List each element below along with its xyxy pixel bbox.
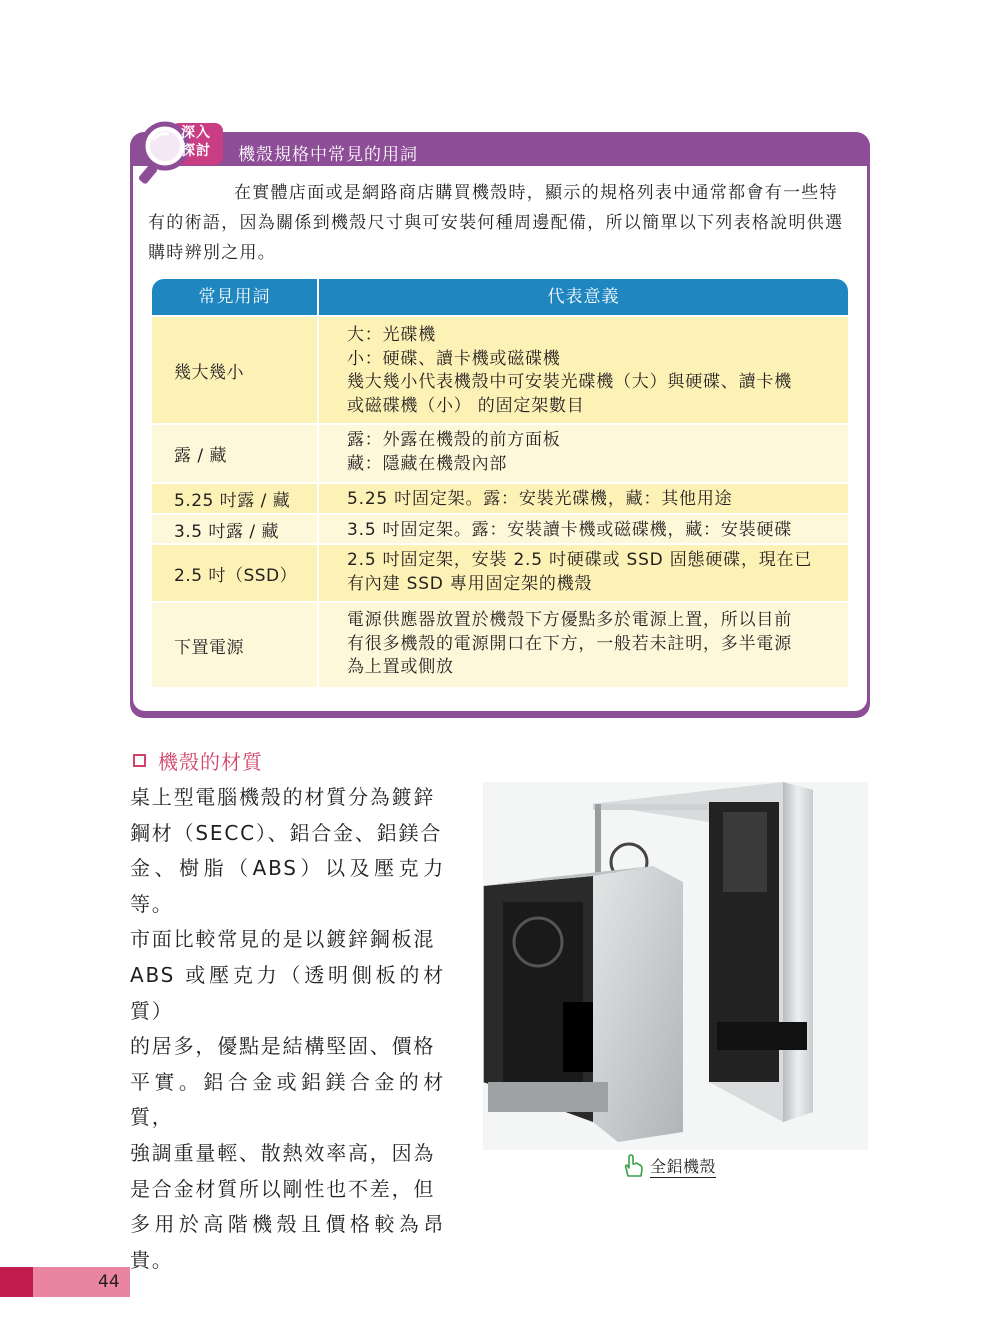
badge-line-2: 探討 <box>181 143 211 159</box>
sidebar-title: 機殼規格中常見的用詞 <box>238 145 418 165</box>
term-cell: 幾大幾小 <box>174 362 244 383</box>
caption-text: 全鋁機殼 <box>650 1154 716 1178</box>
section-heading-text: 機殼的材質 <box>158 750 263 774</box>
table-row <box>152 315 848 423</box>
intro-line: 在實體店面或是網路商店購買機殼時，顯示的規格列表中通常都會有一些特 <box>234 183 838 203</box>
intro-line: 有的術語，因為關係到機殼尺寸與可安裝何種周邊配備，所以簡單以下列表格說明供選 <box>148 213 844 233</box>
meaning-cell: 2.5 吋固定架，安裝 2.5 吋硬碟或 SSD 固態硬碟，現在已 有內建 SSD 專用固定架的機殼 <box>347 550 813 594</box>
term-cell: 5.25 吋露 / 藏 <box>174 491 291 511</box>
meaning-cell: 露：外露在機殼的前方面板 藏：隱藏在機殼內部 <box>347 430 561 474</box>
terms-table <box>152 279 848 687</box>
term-cell: 露 / 藏 <box>174 446 228 466</box>
sidebar-badge <box>174 124 218 160</box>
meaning-cell: 大：光碟機 小：硬碟、讀卡機或磁碟機 幾大幾小代表機殼中可安裝光碟機（大）與硬碟、讀卡機 或磁碟機（小） 的固定架數目 <box>347 325 792 416</box>
meaning-cell: 3.5 吋固定架。露：安裝讀卡機或磁碟機，藏：安裝硬碟 <box>347 520 793 540</box>
table-row <box>152 423 848 482</box>
table-header <box>152 279 848 315</box>
footer-accent <box>0 1267 33 1297</box>
header-meaning: 代表意義 <box>319 279 848 315</box>
badge-line-1: 深入 <box>181 125 211 141</box>
intro-line: 購時辨別之用。 <box>148 243 277 263</box>
term-cell: 2.5 吋（SSD） <box>174 565 298 586</box>
section-body: 桌上型電腦機殼的材質分為鍍鋅 鋼材（SECC）、鋁合金、鋁鎂合 金、樹脂（ABS）以及壓克力等。 市面比較常見的是以鍍鋅鋼板混 ABS 或壓克力（透明側板的材質） 的居多，優點是結構堅固、價格 平實。鋁合金或鋁鎂合金的材質， 強調重量輕、散熱效率高，因為 是合金材質所以剛性也不差，但 多用於高階機殼且價格較為昂貴。 <box>130 785 445 1272</box>
term-cell: 3.5 吋露 / 藏 <box>174 521 279 542</box>
section-heading <box>133 746 263 775</box>
aluminum-case-illustration <box>483 782 868 1150</box>
table-row <box>152 482 848 513</box>
sidebar-intro <box>148 178 858 268</box>
case-photo <box>483 782 868 1150</box>
pointing-hand-icon <box>622 1154 644 1178</box>
page-number: 44 <box>98 1272 120 1292</box>
checkbox-bullet-icon <box>133 754 146 767</box>
meaning-cell: 5.25 吋固定架。露：安裝光碟機，藏：其他用途 <box>347 489 733 509</box>
term-cell: 下置電源 <box>174 637 244 658</box>
meaning-cell: 電源供應器放置於機殼下方優點多於電源上置，所以目前 有很多機殼的電源開口在下方，一般若未註明，多半電源 為上置或側放 <box>347 610 792 677</box>
table-row <box>152 543 848 601</box>
table-row <box>152 513 848 543</box>
header-term: 常見用詞 <box>152 279 317 315</box>
table-row <box>152 601 848 687</box>
photo-caption <box>622 1154 716 1178</box>
